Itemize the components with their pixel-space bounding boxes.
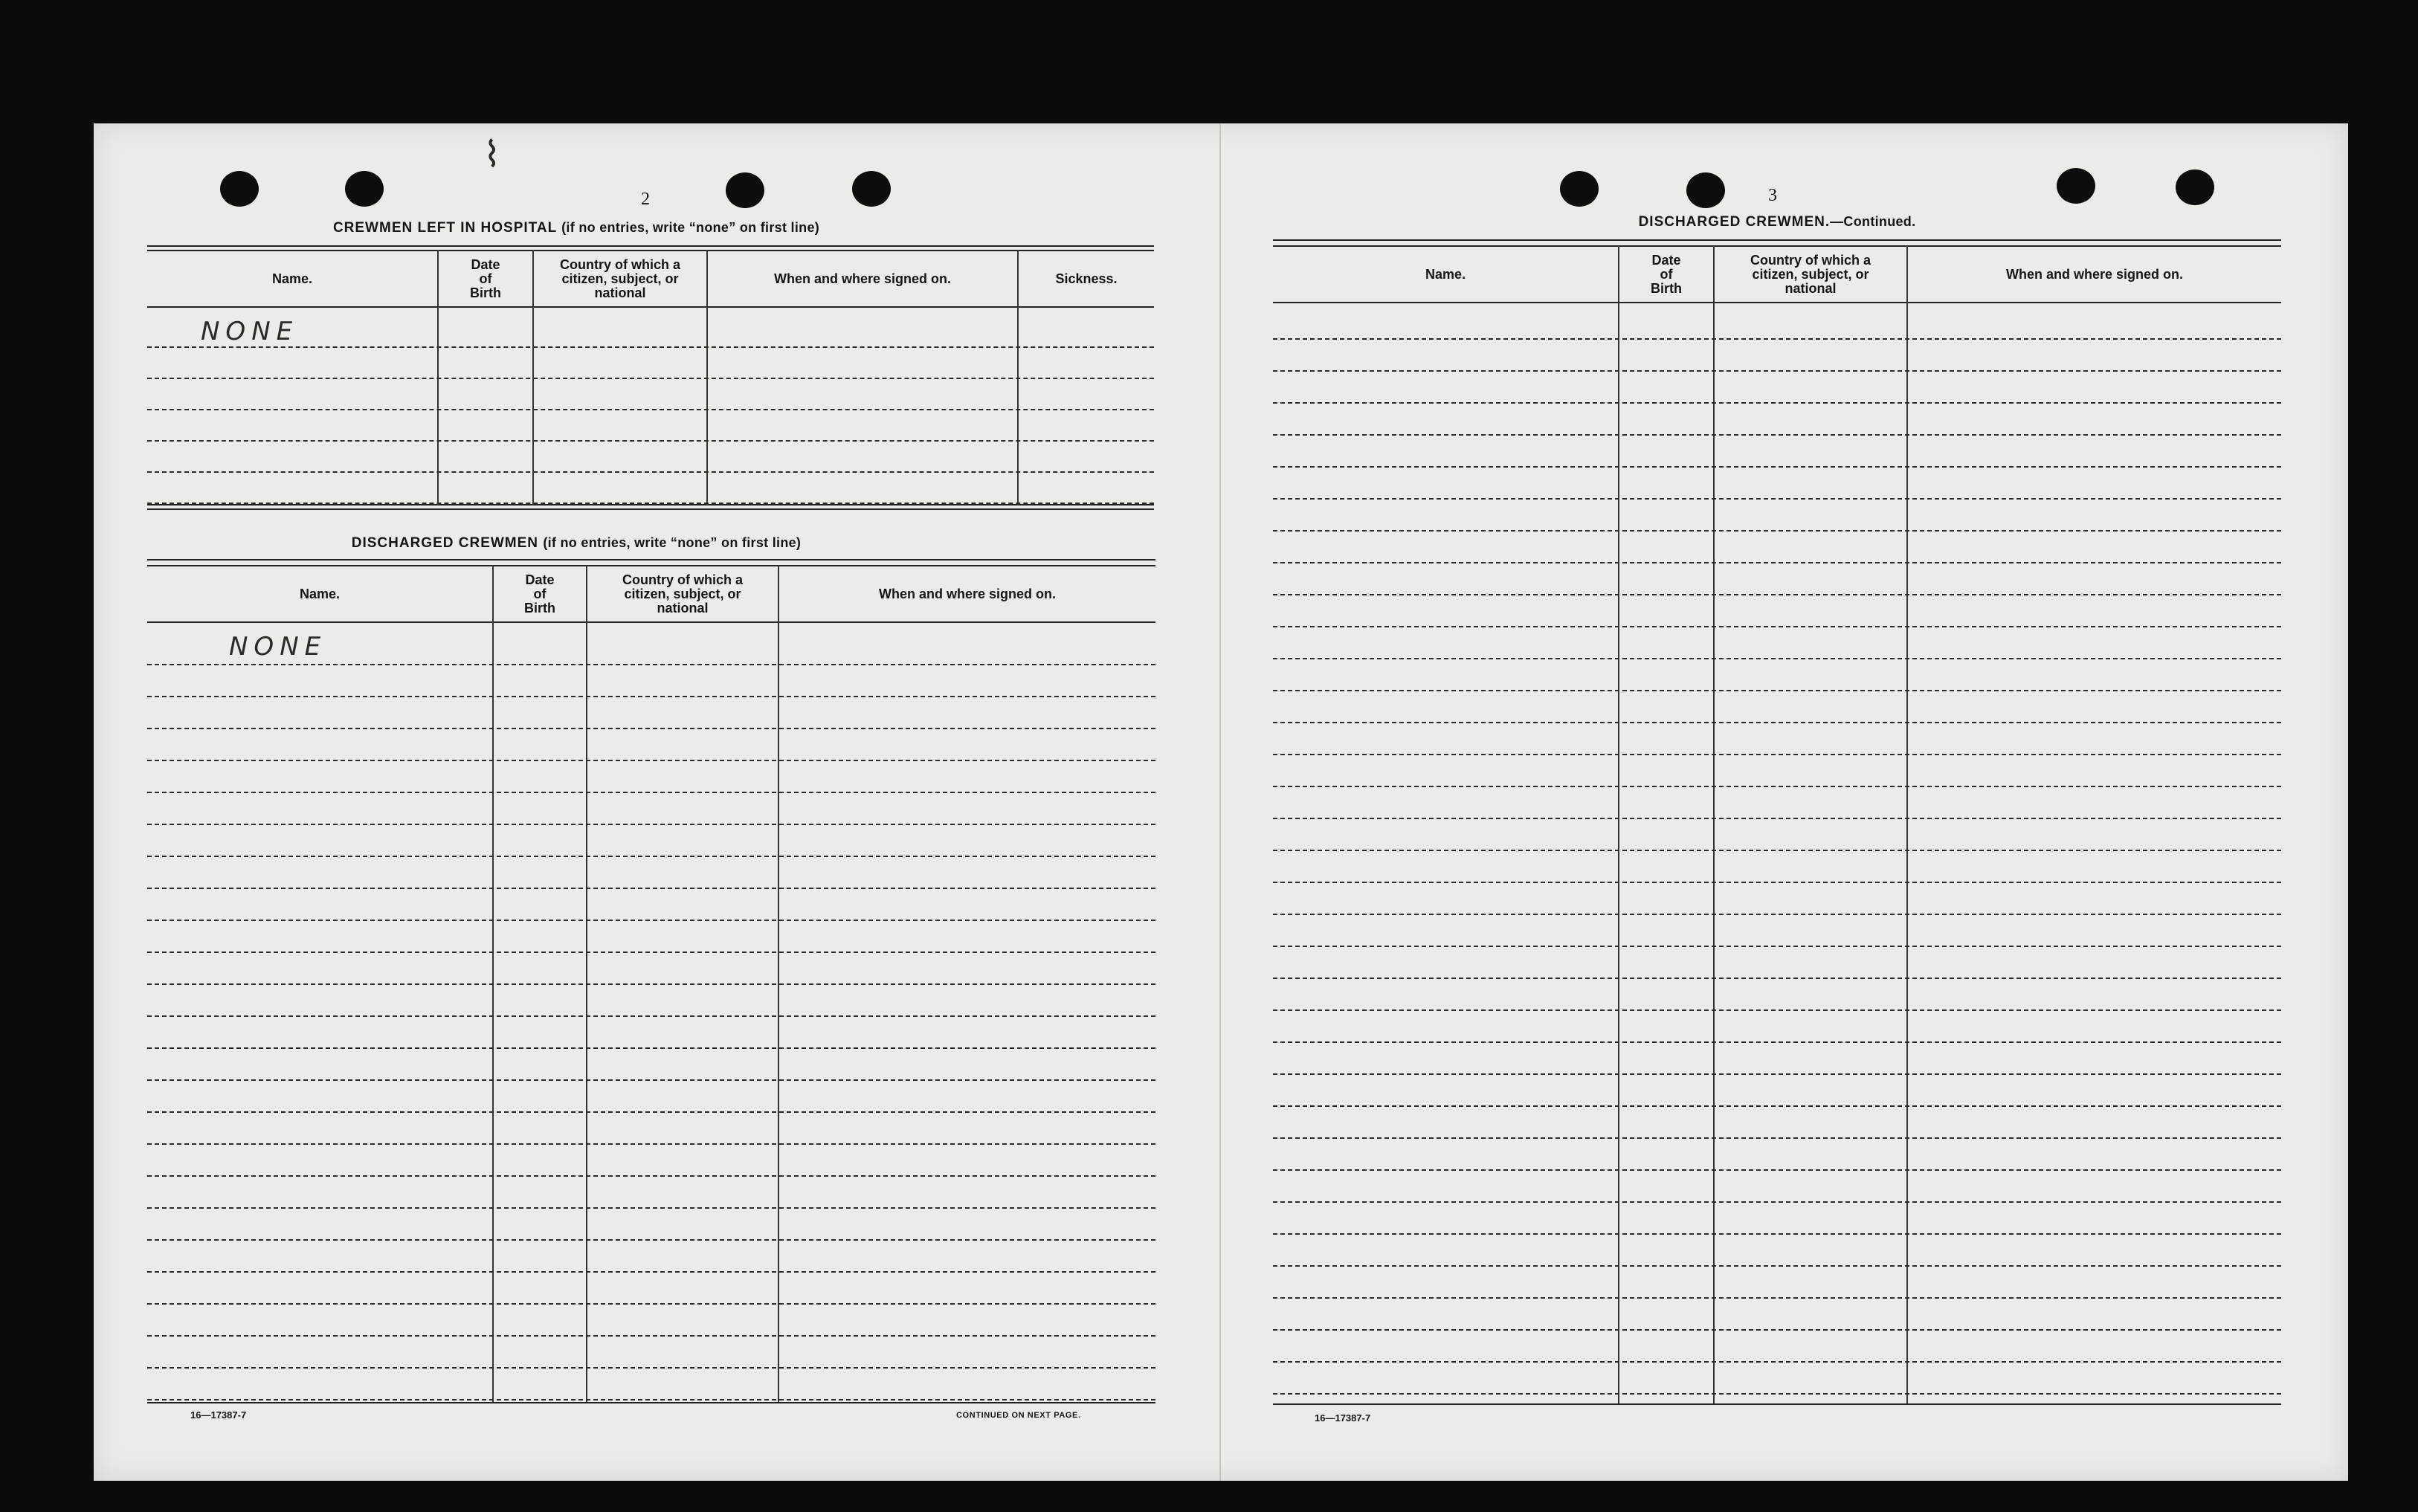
column-header-date-of-birth: Date of Birth — [524, 572, 555, 616]
table-row — [1273, 404, 2281, 436]
continued-note: CONTINUED ON NEXT PAGE. — [956, 1411, 1081, 1420]
discharged-continued-title: DISCHARGED CREWMEN. — [1638, 214, 1831, 230]
table-row — [1273, 915, 2281, 947]
table-row — [147, 1369, 1155, 1400]
page-fold — [1219, 123, 1221, 1481]
column-header-name: Name. — [1425, 266, 1466, 282]
table-row — [1273, 340, 2281, 372]
table-row — [147, 1209, 1155, 1241]
table-row — [1273, 1107, 2281, 1139]
column-header-sickness: Sickness. — [1055, 271, 1118, 286]
column-header-date-of-birth: Date of Birth — [1651, 252, 1682, 296]
page-number-left: 2 — [641, 190, 650, 209]
table-row — [1273, 468, 2281, 500]
table-row — [147, 825, 1155, 857]
column-header-date-of-birth: Date of Birth — [470, 256, 501, 300]
table-row — [1273, 851, 2281, 883]
table-row — [147, 348, 1154, 379]
table-row — [1273, 1267, 2281, 1299]
table-row — [1273, 372, 2281, 404]
column-header-signed-on: When and where signed on. — [878, 586, 1057, 601]
table-row — [1273, 1043, 2281, 1075]
hospital-section-title — [149, 220, 1004, 236]
handwritten-entry: NONE — [201, 317, 299, 346]
column-header-country: Country of which a citizen, subject, or national — [1750, 252, 1871, 296]
table-row — [147, 1305, 1155, 1337]
table-row — [1273, 755, 2281, 787]
table-row — [147, 1241, 1155, 1273]
punch-hole — [852, 171, 891, 207]
table-row — [147, 1049, 1155, 1081]
discharged-continued-subtitle: —Continued. — [1830, 214, 1916, 229]
table-row — [1273, 1139, 2281, 1171]
table-row — [1273, 1011, 2281, 1043]
punch-hole — [1686, 172, 1725, 208]
hospital-subtitle: (if no entries, write “none” on first line) — [561, 220, 820, 235]
table-row — [1273, 500, 2281, 532]
table-row — [147, 953, 1155, 985]
table-row — [1273, 1363, 2281, 1395]
column-header-name: Name. — [299, 586, 341, 601]
pen-mark: ⌇ — [483, 135, 501, 175]
table-row — [147, 729, 1155, 761]
table-row — [1273, 659, 2281, 691]
table-row — [1273, 627, 2281, 659]
table-row — [147, 1273, 1155, 1305]
form-number-left: 16—17387-7 — [190, 1409, 247, 1421]
column-header-country: Country of which a citizen, subject, or national — [560, 256, 680, 300]
column-header-signed-on: When and where signed on. — [773, 271, 952, 286]
discharged-continued-rows — [1273, 308, 2281, 1395]
table-row — [1273, 532, 2281, 563]
table-row — [1273, 1203, 2281, 1235]
punch-hole — [1560, 171, 1599, 207]
table-row — [1273, 308, 2281, 340]
punch-hole — [2057, 168, 2095, 204]
discharged-table — [147, 559, 1155, 1406]
table-row — [147, 1017, 1155, 1049]
table-row — [147, 857, 1155, 889]
table-row — [147, 410, 1154, 442]
table-row — [147, 1113, 1155, 1145]
table-row — [147, 889, 1155, 921]
table-row — [1273, 563, 2281, 595]
table-row — [147, 793, 1155, 825]
table-row — [147, 985, 1155, 1017]
table-row — [1273, 595, 2281, 627]
column-header-name: Name. — [271, 271, 313, 286]
table-row — [1273, 819, 2281, 851]
column-header-signed-on: When and where signed on. — [2005, 266, 2184, 282]
handwritten-entry: NONE — [229, 632, 327, 662]
table-row — [1273, 1075, 2281, 1107]
table-row — [1273, 1171, 2281, 1203]
discharged-continued-table — [1273, 239, 2281, 1406]
table-row — [147, 665, 1155, 697]
table-row — [147, 1145, 1155, 1177]
table-row — [147, 1337, 1155, 1369]
table-row — [147, 697, 1155, 729]
table-row — [1273, 723, 2281, 755]
punch-hole — [2176, 169, 2214, 205]
table-row — [147, 1081, 1155, 1113]
form-number-right: 16—17387-7 — [1315, 1412, 1371, 1424]
table-row — [147, 921, 1155, 953]
table-row — [1273, 1299, 2281, 1331]
discharged-continued-section-title — [1273, 214, 2281, 230]
discharged-section-title — [149, 535, 1004, 552]
table-row — [1273, 691, 2281, 723]
discharged-rows — [147, 633, 1155, 1400]
column-header-country: Country of which a citizen, subject, or national — [622, 572, 743, 616]
table-row — [1273, 787, 2281, 819]
table-row — [1273, 947, 2281, 979]
table-row — [147, 761, 1155, 793]
table-row — [1273, 883, 2281, 915]
hospital-table — [147, 245, 1154, 510]
table-row — [147, 442, 1154, 473]
table-row — [1273, 436, 2281, 468]
table-row — [147, 473, 1154, 504]
table-row — [1273, 979, 2281, 1011]
page-number-right: 3 — [1768, 186, 1777, 205]
table-row — [147, 379, 1154, 410]
table-row — [1273, 1331, 2281, 1363]
hospital-title: CREWMEN LEFT IN HOSPITAL — [332, 220, 557, 236]
table-row — [1273, 1235, 2281, 1267]
punch-hole — [345, 171, 384, 207]
punch-hole — [220, 171, 259, 207]
discharged-subtitle: (if no entries, write “none” on first line) — [543, 535, 802, 550]
discharged-title: DISCHARGED CREWMEN — [351, 535, 539, 551]
punch-hole — [726, 172, 764, 208]
table-row — [147, 1177, 1155, 1209]
